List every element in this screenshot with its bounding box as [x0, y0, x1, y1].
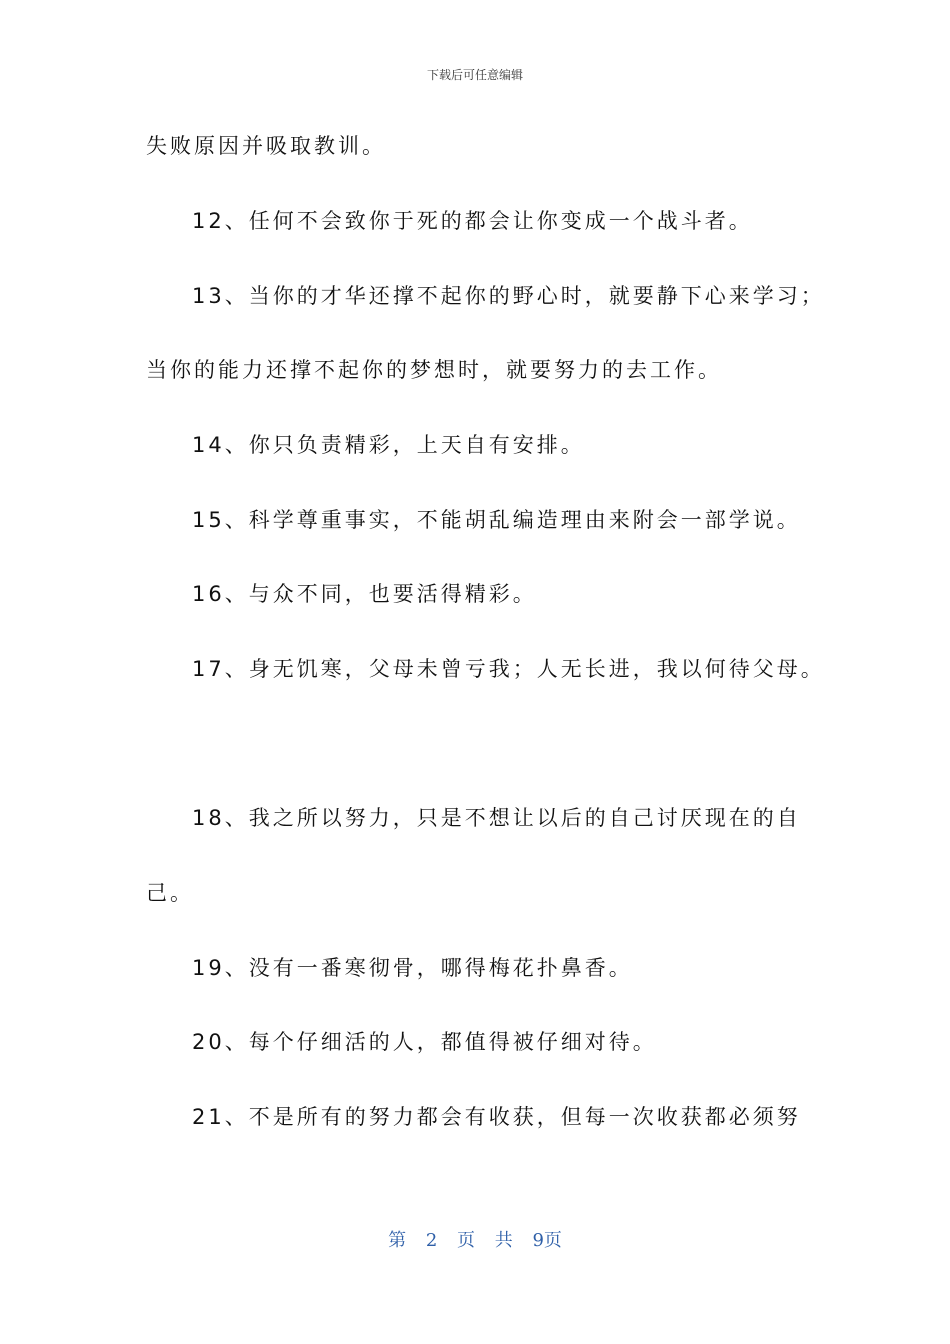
- quote-16: 16、与众不同，也要活得精彩。: [192, 582, 537, 606]
- quote-21: 21、不是所有的努力都会有收获，但每一次收获都必须努: [192, 1105, 801, 1129]
- page-footer: [0, 1226, 950, 1252]
- quote-13: 13、当你的才华还撑不起你的野心时，就要静下心来学习；: [192, 284, 825, 308]
- footer-label-ye: 页: [457, 1230, 475, 1251]
- quote-15: 15、科学尊重事实，不能胡乱编造理由来附会一部学说。: [192, 508, 801, 532]
- quote-20: 20、每个仔细活的人，都值得被仔细对待。: [192, 1030, 657, 1054]
- quote-18: 18、我之所以努力，只是不想让以后的自己讨厌现在的自: [192, 806, 801, 830]
- text-line: 己。: [146, 881, 194, 905]
- page-header-note: 下载后可任意编辑: [426, 68, 523, 82]
- footer-label-gong: 共: [494, 1230, 513, 1251]
- footer-total-pages: 9页: [532, 1230, 562, 1251]
- quote-17: 17、身无饥寒，父母未曾亏我；人无长进，我以何待父母。: [192, 657, 825, 681]
- text-line: 当你的能力还撑不起你的梦想时，就要努力的去工作。: [146, 358, 722, 382]
- quote-12: 12、任何不会致你于死的都会让你变成一个战斗者。: [192, 209, 753, 233]
- footer-label-di: 第: [388, 1230, 407, 1251]
- quote-19: 19、没有一番寒彻骨，哪得梅花扑鼻香。: [192, 956, 633, 980]
- footer-page-number: 2: [425, 1230, 438, 1251]
- quote-14: 14、你只负责精彩，上天自有安排。: [192, 433, 585, 457]
- text-line: 失败原因并吸取教训。: [146, 134, 386, 158]
